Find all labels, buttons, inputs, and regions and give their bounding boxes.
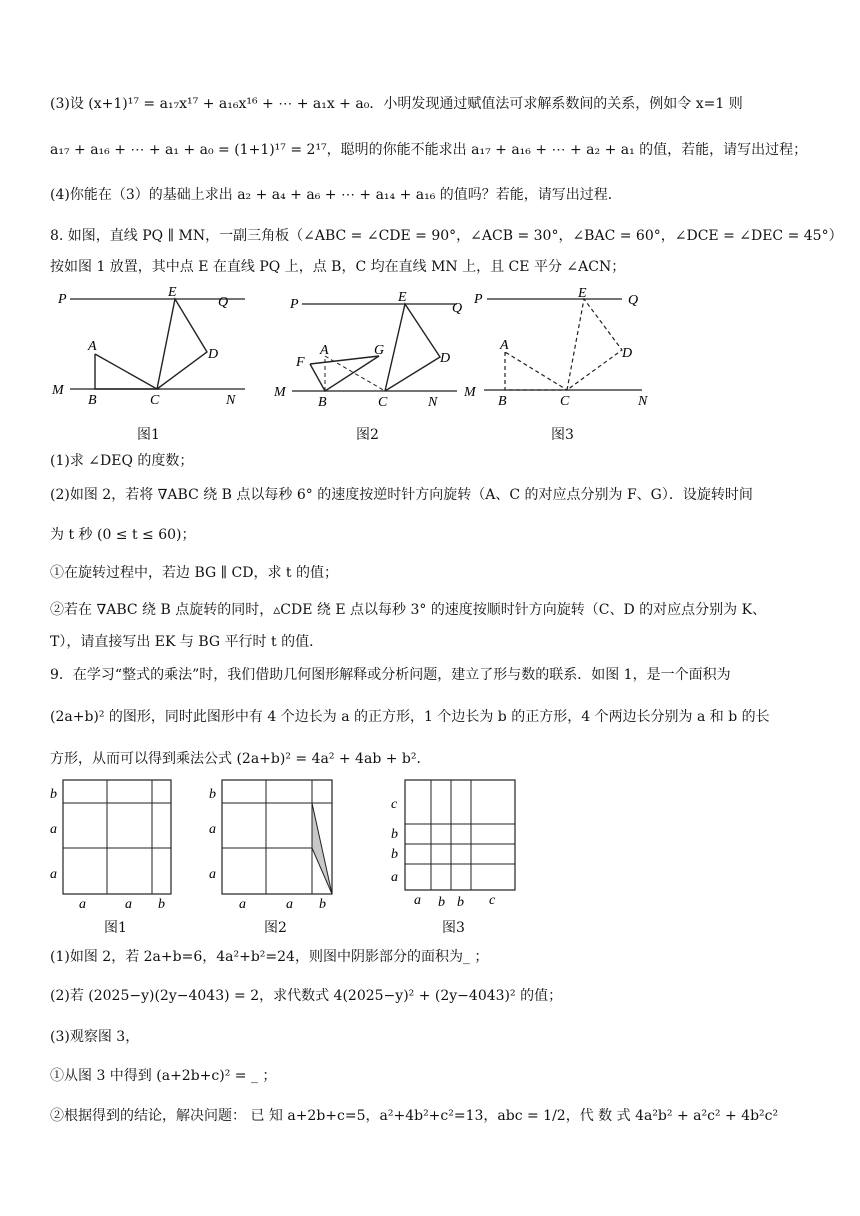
label-E: E	[398, 290, 407, 305]
label-a: a	[50, 822, 57, 837]
label-B: B	[498, 394, 507, 409]
text-line: 方形，从而可以得到乘法公式 (2a+b)² = 4a² + 4ab + b²．	[50, 751, 431, 767]
label-B: B	[318, 395, 327, 410]
label-a: a	[209, 867, 216, 882]
label-c: c	[391, 797, 398, 812]
caption-figure-3: 图3	[551, 427, 574, 443]
text-line: (2)若 (2025−y)(2y−4043) = 2，求代数式 4(2025−y)² + (2y−4043)² 的值；	[50, 988, 563, 1004]
label-N: N	[226, 393, 236, 408]
label-F: F	[296, 355, 305, 370]
label-M: M	[464, 385, 476, 400]
text-line: 按如图 1 放置，其中点 E 在直线 PQ 上，点 B，C 均在直线 MN 上，且 CE 平分 ∠ACN；	[50, 259, 626, 275]
label-a: a	[414, 893, 421, 908]
text-line: 为 t 秒 (0 ≤ t ≤ 60)；	[50, 527, 196, 543]
label-P: P	[58, 292, 67, 307]
label-b: b	[457, 895, 464, 910]
text-line: (2)如图 2，若将 ∇ABC 绕 B 点以每秒 6° 的速度按逆时针方向旋转（A、C 的对应点分别为 F、G）．设旋转时间	[50, 487, 753, 503]
text-line: (3)设 (x+1)¹⁷ = a₁₇x¹⁷ + a₁₆x¹⁶ + ⋯ + a₁x + a₀．小明发现通过赋值法可求解系数间的关系，例如令 x=1 则	[50, 96, 743, 112]
label-D: D	[622, 346, 633, 361]
text-line: T），请直接写出 EK 与 BG 平行时 t 的值．	[50, 634, 324, 650]
label-b: b	[391, 827, 398, 842]
figure-3-q8	[462, 282, 662, 412]
label-a: a	[209, 822, 216, 837]
label-b: b	[209, 787, 216, 802]
label-C: C	[150, 393, 160, 408]
label-D: D	[208, 347, 219, 362]
label-C: C	[378, 395, 388, 410]
label-b: b	[158, 897, 165, 910]
label-B: B	[88, 393, 97, 408]
text-line: ①从图 3 中得到 (a+2b+c)² = _ ；	[50, 1068, 277, 1084]
figure-2-q9	[202, 778, 352, 910]
text-line: ②若在 ∇ABC 绕 B 点旋转的同时，▵CDE 绕 E 点以每秒 3° 的速度按顺时针方向旋转（C、D 的对应点分别为 K、	[50, 602, 767, 618]
label-P: P	[474, 292, 483, 307]
caption-figure-1: 图1	[137, 427, 160, 443]
label-Q: Q	[628, 293, 639, 308]
label-b: b	[50, 787, 57, 802]
figure-1-q8	[50, 282, 250, 412]
label-a: a	[286, 897, 293, 910]
label-b: b	[438, 895, 445, 910]
figure-1-q9	[45, 778, 195, 910]
text-line: (3)观察图 3，	[50, 1029, 140, 1045]
label-b: b	[319, 897, 326, 910]
label-a: a	[125, 897, 132, 910]
label-A: A	[320, 343, 329, 358]
label-Q: Q	[452, 301, 463, 316]
label-M: M	[52, 383, 64, 398]
label-a: a	[50, 867, 57, 882]
label-C: C	[560, 394, 570, 409]
caption-figure-1: 图1	[104, 920, 127, 936]
label-a: a	[239, 897, 246, 910]
label-Q: Q	[218, 295, 229, 310]
label-a: a	[391, 870, 398, 885]
figure-3-q9	[380, 772, 530, 914]
label-a: a	[79, 897, 86, 910]
text-line: 9．在学习“整式的乘法”时，我们借助几何图形解释或分析问题，建立了形与数的联系．如图 1，是一个面积为	[50, 667, 731, 683]
text-line: 8. 如图，直线 PQ ∥ MN，一副三角板（∠ABC = ∠CDE = 90°，∠ACB = 30°，∠BAC = 60°，∠DCE = ∠DEC = 45°）	[50, 228, 843, 244]
caption-figure-2: 图2	[356, 427, 379, 443]
label-N: N	[428, 395, 438, 410]
label-E: E	[578, 286, 587, 301]
figure-2-q8	[272, 282, 472, 412]
label-P: P	[290, 297, 299, 312]
label-G: G	[374, 343, 385, 358]
text-line: a₁₇ + a₁₆ + ⋯ + a₁ + a₀ = (1+1)¹⁷ = 2¹⁷，聪明的你能不能求出 a₁₇ + a₁₆ + ⋯ + a₂ + a₁ 的值，若能，请写出过程；	[50, 142, 808, 158]
label-N: N	[638, 394, 648, 409]
text-line: ②根据得到的结论，解决问题： 已 知 a+2b+c=5，a²+4b²+c²=13，abc = 1/2，代 数 式 4a²b² + a²c² + 4b²c²	[50, 1108, 779, 1124]
caption-figure-3: 图3	[442, 920, 465, 936]
text-line: (4)你能在（3）的基础上求出 a₂ + a₄ + a₆ + ⋯ + a₁₄ + a₁₆ 的值吗？若能，请写出过程．	[50, 187, 622, 203]
label-A: A	[88, 339, 97, 354]
text-line: ①在旋转过程中，若边 BG ∥ CD，求 t 的值；	[50, 565, 339, 581]
label-M: M	[274, 385, 286, 400]
label-D: D	[440, 351, 451, 366]
label-A: A	[500, 338, 509, 353]
caption-figure-2: 图2	[264, 920, 287, 936]
text-line: (1)求 ∠DEQ 的度数；	[50, 453, 194, 469]
text-line: (2a+b)² 的图形，同时此图形中有 4 个边长为 a 的正方形，1 个边长为 b 的正方形，4 个两边长分别为 a 和 b 的长	[50, 709, 770, 725]
label-E: E	[168, 285, 177, 300]
label-c: c	[489, 893, 496, 908]
label-b: b	[391, 847, 398, 862]
text-line: (1)如图 2，若 2a+b=6，4a²+b²=24，则图中阴影部分的面积为_ ；	[50, 949, 489, 965]
